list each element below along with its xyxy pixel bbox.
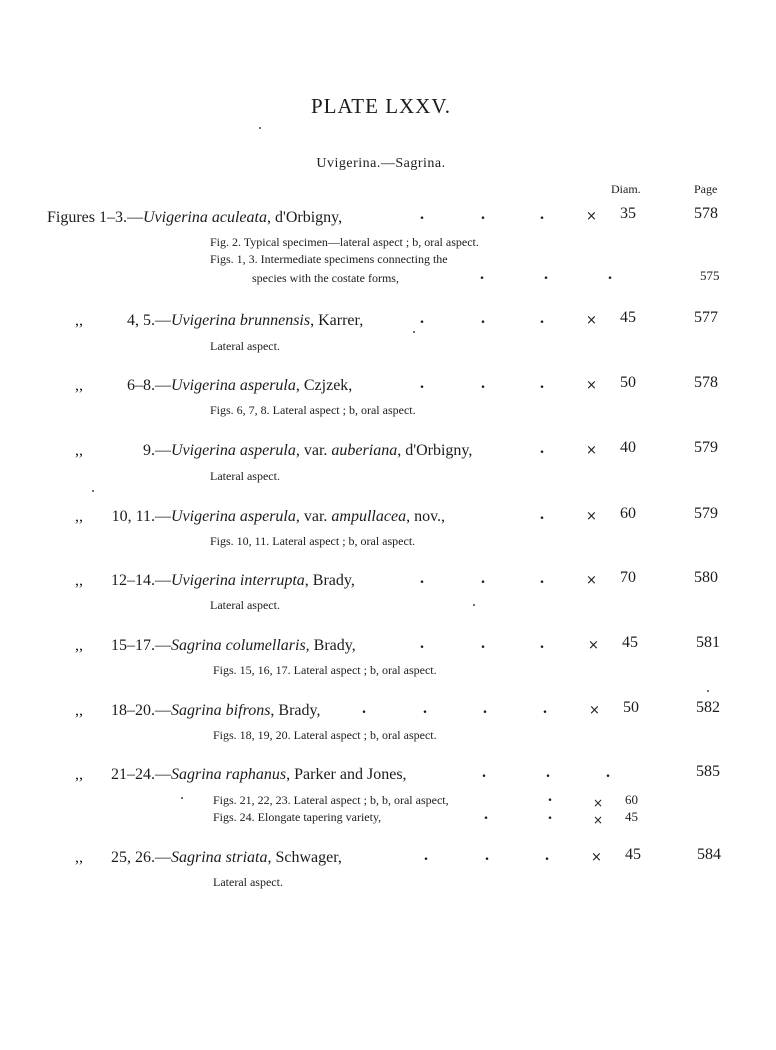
figure-numbers: 18–20. bbox=[111, 702, 155, 719]
figure-numbers: 15–17. bbox=[111, 637, 155, 654]
entry-note: Figs. 1, 3. Intermediate specimens connecting the bbox=[210, 252, 448, 266]
times-symbol: × bbox=[593, 796, 604, 810]
leader-dots: . bbox=[545, 847, 549, 864]
page-value: 585 bbox=[696, 763, 720, 780]
figure-numbers: 10, 11. bbox=[111, 508, 155, 525]
entry-note: Lateral aspect. bbox=[210, 469, 280, 483]
figures-prefix: Figures bbox=[47, 209, 95, 226]
times-symbol: × bbox=[586, 509, 597, 524]
page-value: 580 bbox=[694, 569, 718, 586]
figure-numbers: 6–8. bbox=[127, 377, 155, 394]
author: , d'Orbigny, bbox=[266, 209, 343, 226]
section-subtitle: Uvigerina.—Sagrina. bbox=[316, 156, 446, 171]
entry-note: species with the costate forms, bbox=[252, 271, 399, 285]
entry-note: Figs. 18, 19, 20. Lateral aspect ; b, oral aspect. bbox=[213, 728, 437, 742]
diameter-value: 45 bbox=[620, 309, 636, 326]
genus: Uvigerina bbox=[171, 508, 236, 525]
author: , Czjzek, bbox=[295, 377, 353, 394]
leader-dots: . bbox=[540, 375, 544, 392]
genus: Uvigerina bbox=[171, 442, 236, 459]
genus: Sagrina bbox=[171, 702, 222, 719]
ditto-mark: ,, bbox=[75, 702, 83, 719]
times-symbol: × bbox=[591, 850, 602, 865]
plate-entry: ,, 18–20.—Sagrina bifrons, Brady, bbox=[75, 702, 321, 719]
times-symbol: × bbox=[588, 638, 599, 653]
leader-dots: . bbox=[420, 375, 424, 392]
scan-speck bbox=[413, 331, 415, 333]
plate-entry: ,, 15–17.—Sagrina columellaris, Brady, bbox=[75, 637, 356, 654]
entry-note: Figs. 6, 7, 8. Lateral aspect ; b, oral aspect. bbox=[210, 403, 416, 417]
entry-note: Lateral aspect. bbox=[210, 339, 280, 353]
plate-entry: ,, 6–8.—Uvigerina asperula, Czjzek, bbox=[75, 377, 353, 394]
leader-dots: . bbox=[548, 806, 552, 823]
entry-note: Figs. 24. Elongate tapering variety, bbox=[213, 810, 382, 824]
genus: Sagrina bbox=[171, 637, 222, 654]
entry-note: Fig. 2. Typical specimen—lateral aspect ; b, oral aspect. bbox=[210, 235, 479, 249]
genus: Uvigerina bbox=[143, 209, 208, 226]
ditto-mark: ,, bbox=[75, 637, 83, 654]
genus: Uvigerina bbox=[171, 572, 236, 589]
leader-dots: . bbox=[420, 310, 424, 327]
leader-dots: . bbox=[481, 635, 485, 652]
leader-dots: . bbox=[540, 206, 544, 223]
page-value: 579 bbox=[694, 439, 718, 456]
figure-numbers: 21–24. bbox=[111, 766, 155, 783]
plate-entry: ,, 12–14.—Uvigerina interrupta, Brady, bbox=[75, 572, 355, 589]
plate-entry: ,, 21–24.—Sagrina raphanus, Parker and Jones, bbox=[75, 766, 407, 783]
author: , Brady, bbox=[304, 572, 355, 589]
scan-speck bbox=[92, 490, 94, 492]
leader-dots: . bbox=[540, 570, 544, 587]
times-symbol: × bbox=[586, 209, 597, 224]
species: striata bbox=[225, 849, 268, 866]
figure-numbers: 4, 5. bbox=[127, 312, 155, 329]
variety-author: , d'Orbigny, bbox=[397, 442, 473, 459]
plate-entry: ,, 25, 26.—Sagrina striata, Schwager, bbox=[75, 849, 342, 866]
genus: Uvigerina bbox=[171, 312, 236, 329]
entry-note: Figs. 15, 16, 17. Lateral aspect ; b, oral aspect. bbox=[213, 663, 437, 677]
leader-dots: . bbox=[423, 700, 427, 717]
diameter-value: 60 bbox=[620, 505, 636, 522]
page-column-heading: Page bbox=[694, 182, 718, 196]
figure-numbers: 1–3. bbox=[99, 209, 127, 226]
diameter-value: 35 bbox=[620, 205, 636, 222]
variety: ampullacea bbox=[331, 508, 407, 525]
diameter-value: 60 bbox=[625, 792, 638, 807]
leader-dots: . bbox=[420, 206, 424, 223]
species: asperula bbox=[239, 442, 296, 459]
page-value: 582 bbox=[696, 699, 720, 716]
leader-dots: . bbox=[420, 635, 424, 652]
page-value: 578 bbox=[694, 374, 718, 391]
page-value: 575 bbox=[700, 268, 720, 283]
leader-dots: . bbox=[483, 700, 487, 717]
species: asperula bbox=[239, 508, 296, 525]
scan-speck bbox=[259, 127, 261, 129]
variety: auberiana bbox=[331, 442, 398, 459]
page-value: 581 bbox=[696, 634, 720, 651]
diameter-value: 70 bbox=[620, 569, 636, 586]
species: columellaris bbox=[225, 637, 306, 654]
plate-entry: Figures 1–3.—Uvigerina aculeata, d'Orbigny, bbox=[47, 209, 343, 226]
diameter-value: 45 bbox=[622, 634, 638, 651]
species: interrupta bbox=[239, 572, 305, 589]
entry-note: Figs. 10, 11. Lateral aspect ; b, oral aspect. bbox=[210, 534, 416, 548]
leader-dots: . bbox=[424, 847, 428, 864]
diameter-value: 40 bbox=[620, 439, 636, 456]
figure-numbers: 25, 26. bbox=[111, 849, 155, 866]
page-value: 577 bbox=[694, 309, 718, 326]
leader-dots: . bbox=[481, 310, 485, 327]
diameter-value: 50 bbox=[620, 374, 636, 391]
leader-dots: . bbox=[362, 700, 366, 717]
times-symbol: × bbox=[593, 813, 604, 827]
genus: Sagrina bbox=[171, 766, 222, 783]
genus: Uvigerina bbox=[171, 377, 236, 394]
page-value: 584 bbox=[697, 846, 721, 863]
author: , var. bbox=[295, 442, 328, 459]
leader-dots: . bbox=[480, 266, 484, 283]
leader-dots: . bbox=[485, 847, 489, 864]
leader-dots: . bbox=[548, 788, 552, 805]
plate-title: PLATE LXXV. bbox=[310, 94, 452, 118]
page-value: 578 bbox=[694, 205, 718, 222]
leader-dots: . bbox=[481, 570, 485, 587]
times-symbol: × bbox=[586, 443, 597, 458]
page-value: 579 bbox=[694, 505, 718, 522]
ditto-mark: ,, bbox=[75, 849, 83, 866]
diameter-value: 45 bbox=[625, 809, 638, 824]
scan-speck bbox=[707, 690, 709, 692]
leader-dots: . bbox=[544, 266, 548, 283]
author: , var. bbox=[295, 508, 328, 525]
author: , Karrer, bbox=[310, 312, 364, 329]
times-symbol: × bbox=[589, 703, 600, 718]
figure-numbers: 12–14. bbox=[111, 572, 155, 589]
times-symbol: × bbox=[586, 313, 597, 328]
plate-entry: ,, 4, 5.—Uvigerina brunnensis, Karrer, bbox=[75, 312, 364, 329]
ditto-mark: ,, bbox=[75, 442, 83, 459]
leader-dots: . bbox=[608, 266, 612, 283]
species: asperula bbox=[239, 377, 296, 394]
plate-entry: ,, 10, 11.—Uvigerina asperula, var. ampullacea, nov., bbox=[75, 508, 446, 525]
leader-dots: . bbox=[481, 206, 485, 223]
leader-dots: . bbox=[543, 700, 547, 717]
leader-dots: . bbox=[546, 764, 550, 781]
leader-dots: . bbox=[484, 806, 488, 823]
leader-dots: . bbox=[540, 506, 544, 523]
ditto-mark: ,, bbox=[75, 766, 83, 783]
leader-dots: . bbox=[481, 375, 485, 392]
author: , Schwager, bbox=[267, 849, 342, 866]
scan-speck bbox=[181, 797, 183, 799]
entry-note: Figs. 21, 22, 23. Lateral aspect ; b, b, oral aspect, bbox=[213, 793, 449, 807]
ditto-mark: ,, bbox=[75, 312, 83, 329]
plate-entry: ,, 9.—Uvigerina asperula, var. auberiana, d'Orbigny, bbox=[75, 442, 473, 459]
leader-dots: . bbox=[482, 764, 486, 781]
diameter-value: 50 bbox=[623, 699, 639, 716]
author: , Brady, bbox=[305, 637, 356, 654]
times-symbol: × bbox=[586, 378, 597, 393]
ditto-mark: ,, bbox=[75, 508, 83, 525]
ditto-mark: ,, bbox=[75, 377, 83, 394]
author: , Brady, bbox=[270, 702, 321, 719]
diameter-value: 45 bbox=[625, 846, 641, 863]
entry-note: Lateral aspect. bbox=[210, 598, 280, 612]
author: , Parker and Jones, bbox=[286, 766, 407, 783]
ditto-mark: ,, bbox=[75, 572, 83, 589]
leader-dots: . bbox=[540, 440, 544, 457]
times-symbol: × bbox=[586, 573, 597, 588]
genus: Sagrina bbox=[171, 849, 222, 866]
entry-note: Lateral aspect. bbox=[213, 875, 283, 889]
leader-dots: . bbox=[420, 570, 424, 587]
variety-author: , nov., bbox=[406, 508, 446, 525]
figure-numbers: 9. bbox=[143, 442, 155, 459]
leader-dots: . bbox=[540, 310, 544, 327]
species: brunnensis bbox=[239, 312, 311, 329]
leader-dots: . bbox=[606, 764, 610, 781]
species: raphanus bbox=[225, 766, 287, 783]
species: aculeata bbox=[211, 209, 267, 226]
scan-speck bbox=[473, 604, 475, 606]
diam-column-heading: Diam. bbox=[611, 182, 641, 196]
species: bifrons bbox=[225, 702, 271, 719]
leader-dots: . bbox=[540, 635, 544, 652]
